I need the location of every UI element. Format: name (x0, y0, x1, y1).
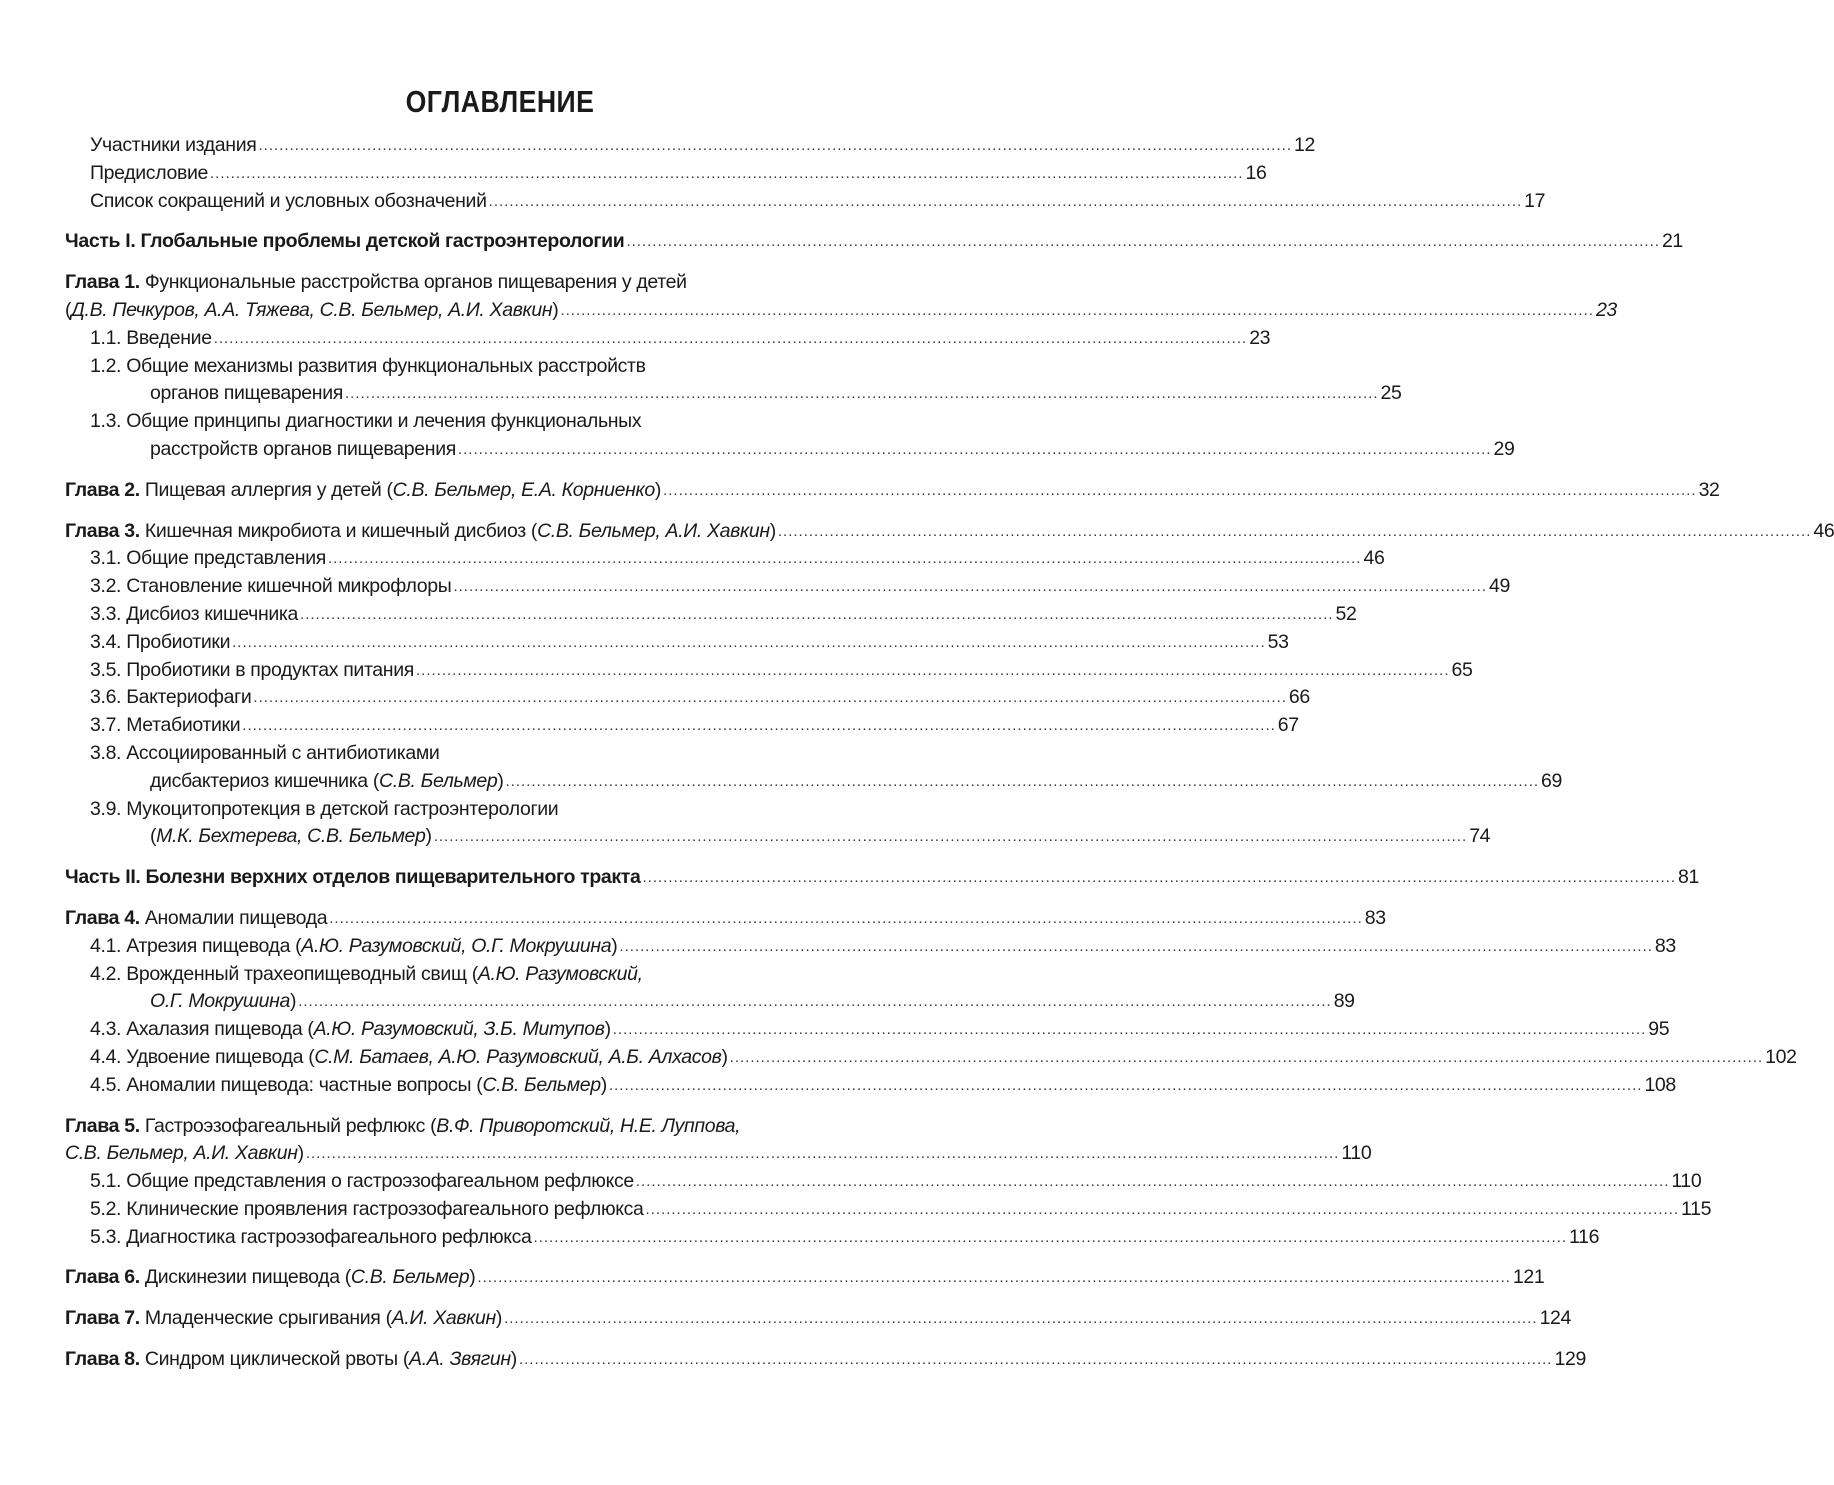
dot-leader: ........................................................................................................................................................................................................ (415, 661, 1450, 679)
dot-leader: ........................................................................................................................................................................................................ (504, 1310, 1538, 1328)
entry-title: 3.7. Метабиотики (90, 714, 241, 737)
entry-title: 1.2. Общие механизмы развития функциональных расстройств (90, 354, 646, 377)
entry-text (150, 436, 456, 464)
entry-title: ) (497, 769, 504, 792)
toc-entry-line (65, 712, 1299, 740)
toc-entry[interactable] (65, 132, 1315, 160)
toc-entry[interactable] (65, 601, 1357, 629)
entry-title: 1.3. Общие принципы диагностики и лечения функциональных (90, 410, 642, 433)
toc-entry[interactable] (65, 160, 1267, 188)
entry-text (90, 1224, 532, 1252)
toc-entry-line (65, 380, 1402, 408)
dot-leader: ........................................................................................................................................................................................................ (457, 440, 1492, 458)
page-number: 81 (1678, 866, 1700, 889)
entry-label: Глава 2. (65, 478, 140, 501)
entry-title: ) (654, 478, 662, 501)
page-number: 102 (1765, 1045, 1797, 1068)
page-number: 110 (1341, 1142, 1372, 1165)
entry-text (90, 657, 414, 685)
entry-title: ) (297, 1142, 304, 1165)
entry-text (90, 1072, 607, 1100)
entry-text (65, 1346, 517, 1374)
dot-leader: ........................................................................................................................................................................................................ (619, 937, 1653, 955)
entry-text (65, 905, 327, 933)
toc-entry[interactable] (65, 961, 1355, 1017)
page-number: 32 (1698, 478, 1720, 501)
toc-entry-line (65, 684, 1310, 712)
entry-authors: С.В. Бельмер, А.И. Хавкин (65, 1142, 298, 1165)
toc-entry-line (65, 1044, 1797, 1072)
entry-title: ) (425, 825, 432, 848)
entry-text (150, 823, 432, 851)
toc-group (65, 1113, 1712, 1252)
entry-text (65, 269, 687, 297)
dot-leader: ........................................................................................................................................................................................................ (533, 1228, 1568, 1246)
toc-group (65, 1346, 1586, 1374)
toc-entry-line (65, 188, 1546, 216)
entry-title: Синдром циклической рвоты ( (139, 1348, 410, 1371)
entry-text (65, 477, 661, 505)
entry-text (90, 1196, 644, 1224)
page-number: 121 (1512, 1266, 1545, 1289)
entry-authors: В.Ф. Приворотский, Н.Е. Луппова, (436, 1114, 741, 1137)
toc-entry-line (65, 1016, 1670, 1044)
toc-group (65, 518, 1834, 852)
dot-leader: ........................................................................................................................................................................................................ (232, 633, 1266, 651)
entry-authors: С.В. Бельмер, Е.А. Корниенко (392, 478, 655, 501)
dot-leader: ........................................................................................................................................................................................................ (642, 869, 1677, 887)
entry-title: 3.8. Ассоциированный с антибиотиками (90, 741, 440, 764)
page-number: 129 (1554, 1348, 1586, 1371)
page-number: 12 (1293, 134, 1315, 156)
toc-entry-line (65, 325, 1271, 353)
entry-title: 5.1. Общие представления о гастроэзофагеальном рефлюксе (90, 1170, 634, 1193)
entry-title: Младенческие срыгивания ( (139, 1307, 392, 1330)
entry-authors: С.В. Бельмер, А.И. Хавкин (537, 519, 770, 542)
toc-entry-line (65, 629, 1289, 657)
entry-text (90, 325, 212, 353)
toc-entry-line (65, 1224, 1600, 1252)
toc-entry[interactable] (65, 864, 1700, 892)
entry-text (90, 629, 230, 657)
entry-title: Участники издания (90, 134, 257, 156)
entry-title: 3.1. Общие представления (90, 547, 326, 570)
toc-entry-line (65, 132, 1315, 160)
page-number: 25 (1380, 382, 1402, 405)
entry-title: 3.9. Мукоцитопротекция в детской гастроэнтерологии (90, 797, 559, 820)
toc-entry-line (65, 601, 1357, 629)
toc-entry-line (65, 823, 1491, 851)
page-number: 110 (1671, 1170, 1702, 1193)
toc-entry[interactable] (65, 1044, 1797, 1072)
entry-text (150, 988, 296, 1016)
entry-title: Список сокращений и условных обозначений (90, 189, 487, 212)
page-number: 83 (1654, 934, 1676, 957)
dot-leader: ........................................................................................................................................................................................................ (305, 1145, 1340, 1163)
toc-entry-line (65, 1072, 1676, 1100)
page-number: 52 (1335, 602, 1357, 625)
toc-entry-line (65, 1113, 879, 1141)
toc-entry[interactable] (65, 740, 1563, 796)
entry-text (90, 961, 643, 989)
entry-title: ) (721, 1045, 728, 1068)
entry-title: ) (510, 1348, 517, 1371)
entry-text (90, 573, 451, 601)
toc-entry[interactable] (65, 629, 1289, 657)
entry-text (90, 933, 617, 961)
entry-authors: С.М. Батаев, А.Ю. Разумовский, А.Б. Алхасов (314, 1045, 722, 1068)
entry-label: Глава 3. (65, 519, 140, 542)
dot-leader: ........................................................................................................................................................................................................ (626, 233, 1660, 251)
entry-title: 3.6. Бактериофаги (90, 686, 252, 709)
dot-leader: ........................................................................................................................................................................................................ (608, 1076, 1643, 1094)
page-number: 124 (1539, 1307, 1572, 1330)
toc-entry[interactable] (65, 1113, 1372, 1169)
entry-title: ) (604, 1018, 611, 1041)
entry-authors: О.Г. Мокрушина (150, 990, 291, 1013)
entry-text (90, 1044, 728, 1072)
toc-entry[interactable] (65, 1224, 1600, 1252)
toc-entry-line (65, 1140, 1372, 1168)
entry-title: ) (600, 1073, 607, 1096)
page-number: 69 (1541, 769, 1563, 792)
dot-leader: ........................................................................................................................................................................................................ (253, 689, 1287, 707)
entry-title: 3.2. Становление кишечной микрофлоры (90, 575, 452, 598)
entry-authors: А.И. Хавкин (391, 1307, 496, 1330)
entry-title: дисбактериоз кишечника ( (150, 769, 380, 792)
toc-entry-line (65, 768, 1563, 796)
page-number: 17 (1524, 189, 1546, 212)
page-number: 115 (1681, 1197, 1712, 1220)
entry-title: 1.1. Введение (90, 326, 212, 349)
entry-text (90, 188, 487, 216)
entry-label: Глава 7. (65, 1307, 140, 1330)
entry-label: Часть II. Болезни верхних отделов пищеварительного тракта (65, 866, 641, 889)
entry-title: Дискинезии пищевода ( (139, 1266, 351, 1289)
dot-leader: ........................................................................................................................................................................................................ (488, 192, 1523, 210)
toc-entry-line (65, 518, 1834, 546)
entry-title: ) (769, 519, 776, 542)
dot-leader: ........................................................................................................................................................................................................ (258, 137, 1292, 154)
entry-label: Глава 4. (65, 906, 140, 929)
page-number: 29 (1493, 437, 1515, 460)
entry-text (150, 768, 504, 796)
entry-label: Глава 5. (65, 1114, 140, 1137)
toc-entry[interactable] (65, 408, 1515, 464)
entry-text (65, 228, 624, 256)
toc-entry-line (65, 740, 879, 768)
toc-entry[interactable] (65, 269, 1617, 325)
toc-entry-line (65, 988, 1355, 1016)
toc-entry-line (65, 228, 1683, 256)
toc-entry-line (65, 796, 879, 824)
entry-text (90, 712, 240, 740)
dot-leader: ........................................................................................................................................................................................................ (242, 717, 1276, 735)
page-number: 46 (1363, 547, 1385, 570)
entry-title: ) (290, 990, 297, 1013)
dot-leader: ........................................................................................................................................................................................................ (327, 550, 1362, 568)
toc-entry[interactable] (65, 188, 1546, 216)
dot-leader: ........................................................................................................................................................................................................ (777, 522, 1812, 540)
toc-entry-line (65, 1305, 1572, 1333)
toc-entry[interactable] (65, 1016, 1670, 1044)
toc-entry[interactable] (65, 1264, 1545, 1292)
toc-entry-line (65, 1168, 1702, 1196)
dot-leader: ........................................................................................................................................................................................................ (612, 1021, 1647, 1039)
entry-title: Функциональные расстройства органов пищеварения у детей (139, 271, 687, 294)
toc-group (65, 1264, 1545, 1292)
page-number: 49 (1488, 575, 1510, 598)
dot-leader: ........................................................................................................................................................................................................ (329, 909, 1363, 927)
toc-entry[interactable] (65, 545, 1385, 573)
page-number: 53 (1267, 630, 1289, 653)
toc-entry-line (65, 297, 1617, 325)
toc-entry-line (65, 933, 1676, 961)
dot-leader: ........................................................................................................................................................................................................ (663, 481, 1697, 499)
dot-leader: ........................................................................................................................................................................................................ (505, 772, 1540, 790)
entry-title: Гастроэзофагеальный рефлюкс ( (139, 1114, 437, 1137)
toc-entry-line (65, 1346, 1586, 1374)
entry-title: ) (469, 1266, 476, 1289)
entry-text (90, 160, 208, 188)
dot-leader: ........................................................................................................................................................................................................ (477, 1269, 1511, 1287)
dot-leader: ........................................................................................................................................................................................................ (344, 385, 1379, 403)
entry-title: 4.4. Удвоение пищевода ( (90, 1045, 315, 1068)
toc-group (65, 269, 1617, 464)
toc-entry-line (65, 408, 879, 436)
toc-entry[interactable] (65, 1196, 1712, 1224)
table-of-contents (65, 132, 1834, 1374)
toc-entry[interactable] (65, 1305, 1572, 1333)
dot-leader: ........................................................................................................................................................................................................ (433, 828, 1468, 846)
page-number: 67 (1277, 714, 1299, 737)
entry-title: Предисловие (90, 161, 208, 184)
page-number: 95 (1648, 1018, 1670, 1041)
toc-entry[interactable] (65, 353, 1402, 409)
toc-entry[interactable] (65, 796, 1491, 852)
page-number: 108 (1644, 1073, 1676, 1096)
entry-title: 4.2. Врожденный трахеопищеводный свищ ( (90, 962, 478, 985)
toc-group (65, 1305, 1572, 1333)
entry-title: 3.3. Дисбиоз кишечника (90, 602, 299, 625)
toc-group (65, 477, 1720, 505)
entry-label: Глава 8. (65, 1348, 140, 1371)
toc-entry-line (65, 353, 879, 381)
toc-group (65, 228, 1683, 256)
toc-entry[interactable] (65, 657, 1473, 685)
page-number: 89 (1333, 990, 1355, 1013)
toc-entry[interactable] (65, 1168, 1702, 1196)
entry-label: Глава 1. (65, 271, 140, 294)
toc-group (65, 864, 1700, 892)
entry-title: органов пищеварения (150, 382, 343, 405)
entry-authors: С.В. Бельмер (379, 769, 498, 792)
entry-title: 3.5. Пробиотики в продуктах питания (90, 658, 414, 681)
toc-entry[interactable] (65, 933, 1676, 961)
entry-text (65, 1305, 502, 1333)
toc-entry[interactable] (65, 573, 1510, 601)
toc-entry[interactable] (65, 518, 1834, 546)
entry-title: 5.3. Диагностика гастроэзофагеального рефлюкса (90, 1225, 532, 1248)
toc-entry-line (65, 1196, 1712, 1224)
entry-text (65, 518, 776, 546)
toc-entry[interactable] (65, 228, 1683, 256)
toc-entry-line (65, 864, 1700, 892)
entry-title: ) (611, 934, 618, 957)
entry-text (90, 1016, 611, 1044)
entry-text (90, 545, 326, 573)
toc-entry[interactable] (65, 905, 1386, 933)
entry-text (90, 132, 256, 160)
entry-text (90, 353, 646, 381)
entry-text (90, 740, 439, 768)
dot-leader: ........................................................................................................................................................................................................ (560, 301, 1594, 319)
entry-title: расстройств органов пищеварения (150, 437, 456, 460)
dot-leader: ........................................................................................................................................................................................................ (210, 164, 1244, 182)
toc-entry-line (65, 573, 1510, 601)
dot-leader: ........................................................................................................................................................................................................ (635, 1173, 1670, 1191)
entry-text (65, 297, 558, 325)
page-number: 16 (1245, 161, 1267, 184)
page-number: 21 (1661, 230, 1683, 253)
entry-text (65, 1140, 304, 1168)
entry-text (90, 1168, 634, 1196)
toc-entry-line (65, 436, 1515, 464)
toc-entry-line (65, 160, 1267, 188)
toc-entry-line (65, 1264, 1545, 1292)
toc-entry-line (65, 961, 879, 989)
page-number: 74 (1469, 825, 1491, 848)
dot-leader: ........................................................................................................................................................................................................ (213, 329, 1248, 347)
entry-authors: М.К. Бехтерева, С.В. Бельмер (156, 825, 426, 848)
page-number: 65 (1451, 658, 1473, 681)
dot-leader: ........................................................................................................................................................................................................ (729, 1048, 1764, 1066)
entry-authors: С.В. Бельмер (482, 1073, 601, 1096)
entry-text (65, 1264, 475, 1292)
entry-text (150, 380, 343, 408)
entry-title: ( (65, 298, 72, 321)
entry-title: 4.1. Атрезия пищевода ( (90, 934, 302, 957)
entry-title: 5.2. Клинические проявления гастроэзофагеального рефлюкса (90, 1197, 644, 1220)
toc-group (65, 905, 1797, 1100)
entry-authors: А.Ю. Разумовский, (477, 962, 643, 985)
entry-title: ( (150, 825, 157, 848)
page-number: 23 (1595, 298, 1617, 321)
entry-title: 4.3. Ахалазия пищевода ( (90, 1018, 314, 1041)
entry-label: Глава 6. (65, 1266, 140, 1289)
entry-authors: А.Ю. Разумовский, З.Б. Митупов (313, 1018, 605, 1041)
entry-title: Аномалии пищевода (139, 906, 328, 929)
page-number: 66 (1288, 686, 1310, 709)
page-number: 116 (1569, 1225, 1600, 1248)
dot-leader: ........................................................................................................................................................................................................ (300, 605, 1334, 623)
entry-text (90, 408, 641, 436)
entry-authors: А.Ю. Разумовский, О.Г. Мокрушина (301, 934, 612, 957)
page-title: ОГЛАВЛЕНИЕ (405, 84, 595, 119)
entry-text (65, 864, 641, 892)
entry-text (90, 684, 251, 712)
entry-title: ) (495, 1307, 503, 1330)
toc-entry-line (65, 477, 1720, 505)
toc-entry[interactable] (65, 1072, 1676, 1100)
toc-entry-line (65, 269, 879, 297)
toc-entry-line (65, 657, 1473, 685)
toc-group (65, 132, 1546, 215)
toc-entry[interactable] (65, 684, 1310, 712)
page-number: 23 (1249, 326, 1271, 349)
entry-label: Часть I. Глобальные проблемы детской гастроэнтерологии (65, 230, 625, 253)
toc-entry[interactable] (65, 325, 1271, 353)
page-number: 83 (1364, 906, 1386, 929)
dot-leader: ........................................................................................................................................................................................................ (518, 1351, 1553, 1369)
dot-leader: ........................................................................................................................................................................................................ (453, 578, 1487, 596)
dot-leader: ........................................................................................................................................................................................................ (645, 1200, 1680, 1218)
toc-entry-line (65, 905, 1386, 933)
dot-leader: ........................................................................................................................................................................................................ (298, 993, 1332, 1011)
toc-entry-line (65, 545, 1385, 573)
entry-authors: Д.В. Печкуров, А.А. Тяжева, С.В. Бельмер, А.И. Хавкин (71, 298, 553, 321)
entry-authors: С.В. Бельмер (350, 1266, 470, 1289)
entry-text (90, 601, 298, 629)
entry-title: 3.4. Пробиотики (90, 630, 231, 653)
entry-title: ) (552, 298, 559, 321)
entry-title: Пищевая аллергия у детей ( (139, 478, 393, 501)
toc-entry[interactable] (65, 1346, 1586, 1374)
entry-text (65, 1113, 740, 1141)
toc-entry[interactable] (65, 477, 1720, 505)
entry-text (90, 796, 558, 824)
entry-title: Кишечная микробиота и кишечный дисбиоз ( (139, 519, 538, 542)
entry-authors: А.А. Звягин (409, 1348, 511, 1371)
toc-entry[interactable] (65, 712, 1299, 740)
entry-title: 4.5. Аномалии пищевода: частные вопросы ( (90, 1073, 483, 1096)
page-number: 46 (1813, 519, 1834, 542)
